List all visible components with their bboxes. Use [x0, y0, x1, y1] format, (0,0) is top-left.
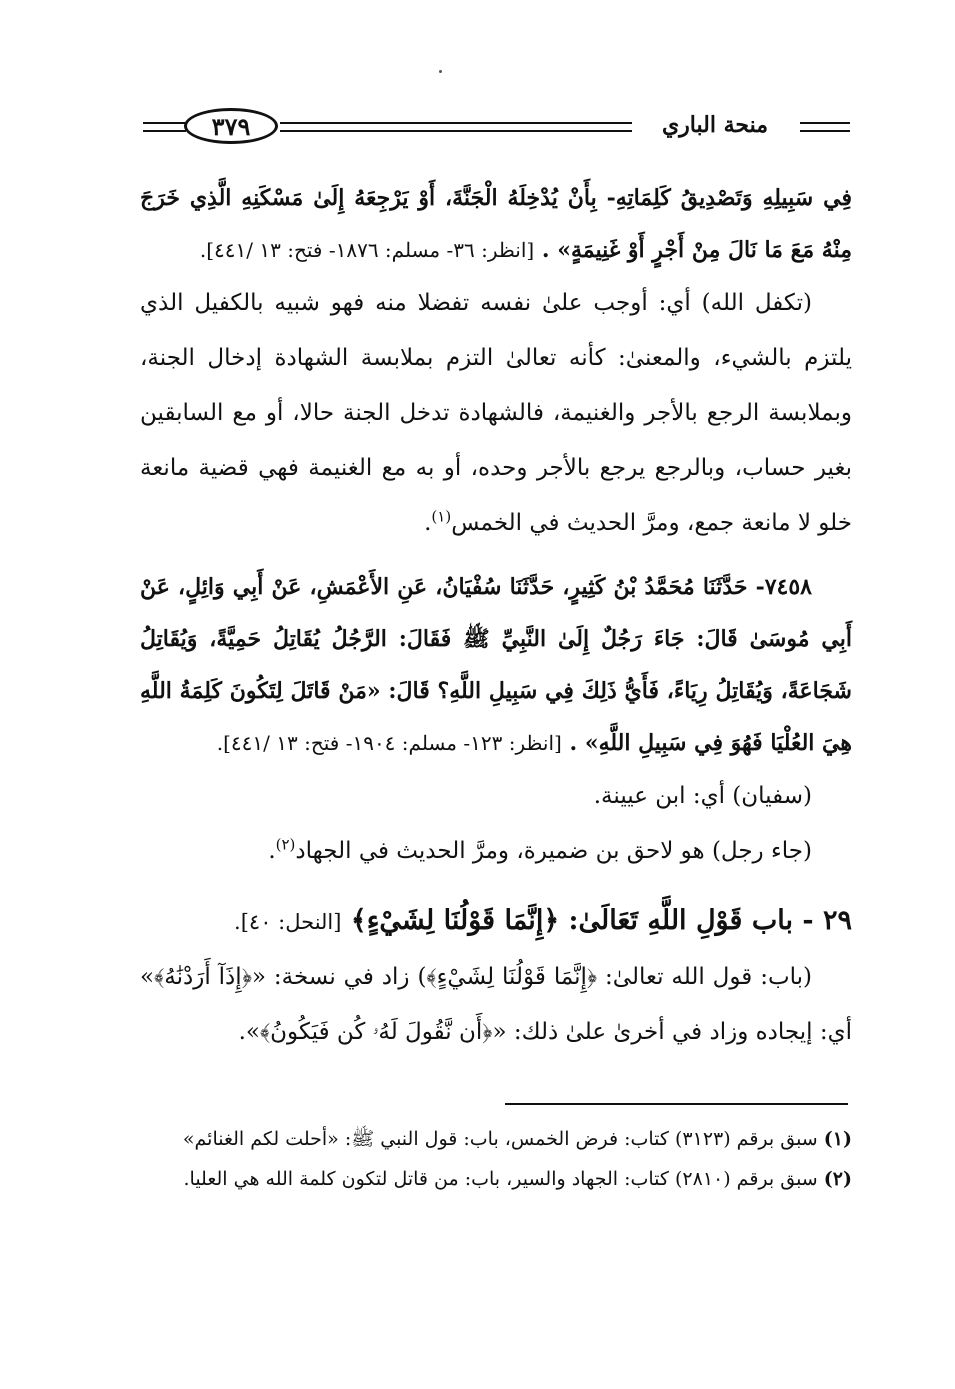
commentary-line — [140, 824, 852, 879]
hadith-continuation — [140, 172, 852, 276]
footnote-text: سبق برقم (٣١٢٣) كتاب: فرض الخمس، باب: قول النبي ﷺ: «أحلت لكم الغنائم» — [182, 1128, 818, 1150]
commentary-text: (جاء رجل) هو لاحق بن ضميرة، ومرَّ الحديث في الجهاد — [295, 838, 812, 864]
footnote-separator — [505, 1103, 848, 1105]
footnote-text: سبق برقم (٢٨١٠) كتاب: الجهاد والسير، باب: من قاتل لتكون كلمة الله هي العليا. — [183, 1168, 818, 1190]
header-rule-left-bottom — [143, 130, 186, 132]
hadith-text: حَدَّثَنَا مُحَمَّدُ بْنُ كَثِيرٍ، حَدَّثَنَا سُفْيَانُ، عَنِ الأَعْمَشِ، عَنْ أَبِي وَائِلٍ، عَنْ أَبِي مُوسَىٰ قَالَ: جَاءَ رَجُلٌ إِلَىٰ النَّبِيِّ ﷺ فَقَالَ: الرَّجُلُ يُقَاتِلُ حَمِيَّةً، وَيُقَاتِلُ شَجَاعَةً، وَيُقَاتِلُ رِيَاءً، فَأَيُّ ذَلِكَ فِي سَبِيلِ اللَّهِ؟ قَالَ: «مَنْ قَاتَلَ لِتَكُونَ كَلِمَةُ اللَّهِ هِيَ العُلْيَا فَهُوَ فِي سَبِيلِ اللَّهِ» . — [140, 574, 852, 756]
footnote-number: (١) — [823, 1128, 852, 1150]
header-rule-right-top — [800, 122, 850, 124]
chapter-heading — [140, 893, 852, 950]
commentary-text: (باب: قول الله تعالىٰ: ﴿إِنَّمَا قَوْلُنَا لِشَيْءٍ﴾) زاد في نسخة: «﴿إِذَآ أَرَدْنَٰهُ﴾» أي: إيجاده وزاد في أخرىٰ علىٰ ذلك: «﴿أَن نَّقُولَ لَهُۥ كُن فَيَكُونُ﴾». — [140, 964, 852, 1045]
commentary-end: . — [424, 510, 432, 536]
footnote-number: (٢) — [823, 1168, 852, 1190]
commentary-paragraph — [140, 950, 852, 1060]
header-rule-middle-bottom — [280, 130, 632, 132]
commentary-end: . — [268, 838, 276, 864]
hadith-7458 — [140, 561, 852, 769]
header-rule-left-top — [143, 122, 186, 124]
hadith-text: فِي سَبِيلِهِ وَتَصْدِيقُ كَلِمَاتِهِ- بِأَنْ يُدْخِلَهُ الْجَنَّةَ، أَوْ يَرْجِعَهُ إِلَىٰ مَسْكَنِهِ الَّذِي خَرَجَ مِنْهُ مَعَ مَا نَالَ مِنْ أَجْرٍ أَوْ غَنِيمَةٍ» . — [140, 185, 852, 263]
footnote-2 — [140, 1160, 852, 1198]
book-title: منحة الباري — [661, 112, 769, 138]
header-rule-right-bottom — [800, 130, 850, 132]
commentary-paragraph — [140, 276, 852, 551]
commentary-text: (تكفل الله) أي: أوجب علىٰ نفسه تفضلا منه فهو شبيه بالكفيل الذي يلتزم بالشيء، والمعنىٰ: كأنه تعالىٰ التزم بملابسة الشهادة إدخال الجنة، وبملابسة الرجع بالأجر والغنيمة، فالشهادة تدخل الجنة حالا، أو مع السابقين بغير حساب، وبالرجع يرجع بالأجر وحده، أو به مع الغنيمة فهي قضية مانعة خلو لا مانعة جمع، ومرَّ الحديث في الخمس — [140, 290, 852, 536]
print-speck — [439, 70, 442, 73]
chapter-reference: [النحل: ٤٠]. — [234, 910, 342, 934]
footnotes — [140, 1120, 852, 1200]
hadith-reference: [انظر: ١٢٣- مسلم: ١٩٠٤- فتح: ١٣ /٤٤١]. — [216, 731, 562, 755]
page-number: ٣٧٩ — [211, 111, 251, 141]
commentary-line — [140, 769, 852, 824]
chapter-title: ٢٩ - باب قَوْلِ اللَّهِ تَعَالَىٰ: ﴿إِنَّمَا قَوْلُنَا لِشَيْءٍ﴾ — [350, 905, 852, 936]
footnote-marker: (١) — [431, 507, 452, 526]
page-number-badge — [184, 108, 278, 144]
header-rule-middle-top — [280, 122, 632, 124]
footnote-marker: (٢) — [275, 835, 296, 854]
hadith-number: ٧٤٥٨- — [755, 574, 812, 600]
commentary-text: (سفيان) أي: ابن عيينة. — [593, 783, 812, 809]
footnote-1 — [140, 1120, 852, 1158]
main-text — [140, 172, 852, 1060]
hadith-reference: [انظر: ٣٦- مسلم: ١٨٧٦- فتح: ١٣ /٤٤١]. — [199, 238, 535, 262]
